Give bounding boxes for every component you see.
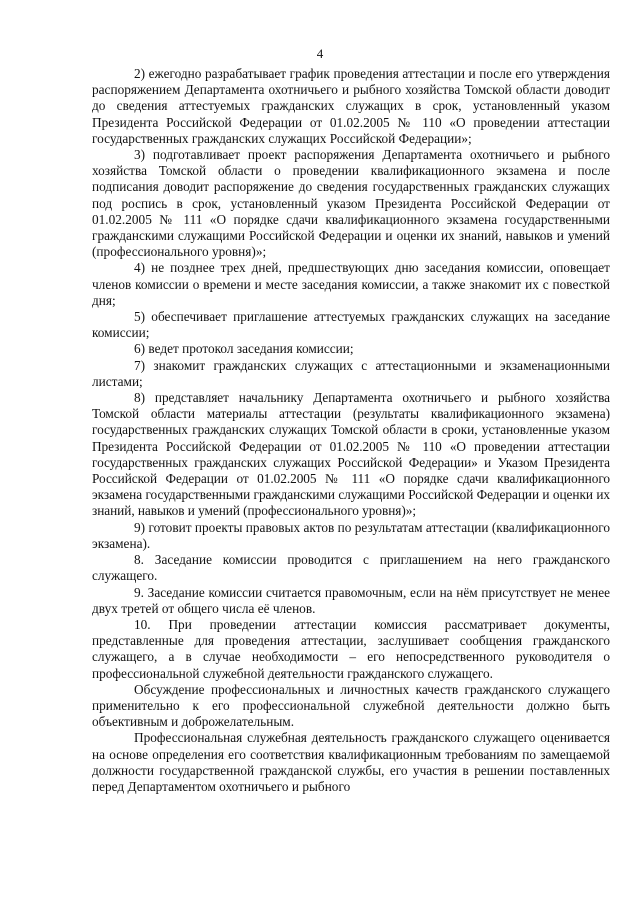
paragraph-discussion: Обсуждение профессиональных и личностных качеств гражданского служащего применительно к его профессиональной служебной деятельности должно быть объективным и доброжелательным. [92,681,610,730]
paragraph-item-9: 9) готовит проекты правовых актов по результатам аттестации (квалификационного экзамена). [92,519,610,551]
paragraph-clause-9: 9. Заседание комиссии считается правомочным, если на нём присутствует не менее двух третей от общего числа её членов. [92,584,610,616]
paragraph-item-4: 4) не позднее трех дней, предшествующих дню заседания комиссии, оповещает членов комиссии о времени и месте заседания комиссии, а также знакомит их с повесткой дня; [92,260,610,308]
paragraph-item-6: 6) ведет протокол заседания комиссии; [134,341,354,357]
paragraph-evaluation: Профессиональная служебная деятельность гражданского служащего оценивается на основе определения его соответствия квалификационным требованиям по замещаемой должности государственной гражданской службы, его участия в решении поставленных перед Департаментом охотничьего и рыбного [92,730,610,794]
paragraph-item-3: 3) подготавливает проект распоряжения Департамента охотничьего и рыбного хозяйства Томской области о проведении квалификационного экзамена и после подписания доводит распоряжение до сведения государственных гражданских служащих под роспись в срок, установленный указом Президента Российской Федерации от 01.02.2005 № 111 «О порядке сдачи квалификационного экзамена государственными гражданскими служащими Российской Федерации и оценки их знаний, навыков и умений (профессионального уровня)»; [92,147,610,260]
paragraph-clause-10: 10. При проведении аттестации комиссия рассматривает документы, представленные для проведения аттестации, заслушивает сообщения гражданского служащего, а в случае необходимости – его непосредственного руководителя о профессиональной служебной деятельности гражданского служащего. [92,616,610,681]
page-number: 4 [316,46,324,61]
paragraph-item-5: 5) обеспечивает приглашение аттестуемых гражданских служащих на заседание комиссии; [92,309,610,341]
document-body [92,66,610,795]
paragraph-item-8: 8) представляет начальнику Департамента охотничьего и рыбного хозяйства Томской области материалы аттестации (результаты квалификационного экзамена) государственных гражданских служащих Томской области в сроки, установленные указом Президента Российской Федерации от 01.02.2005 № 110 «О проведении аттестации государственных гражданских служащих Российской Федерации» и Указом Президента Российской Федерации от 01.02.2005 № 111 «О порядке сдачи квалификационного экзамена государственными гражданскими служащими Российской Федерации и оценки их знаний, навыков и умений (профессионального уровня)»; [92,390,610,519]
paragraph-item-7: 7) знакомит гражданских служащих с аттестационными и экзаменационными листами; [92,357,610,389]
paragraph-item-2: 2) ежегодно разрабатывает график проведения аттестации и после его утверждения распоряжением Департамента охотничьего и рыбного хозяйства Томской области доводит до сведения аттестуемых гражданских служащих в срок, установленный указом Президента Российской Федерации от 01.02.2005 № 110 «О проведении аттестации государственных гражданских служащих Российской Федерации»; [92,66,610,146]
paragraph-clause-8: 8. Заседание комиссии проводится с приглашением на него гражданского служащего. [92,552,610,584]
